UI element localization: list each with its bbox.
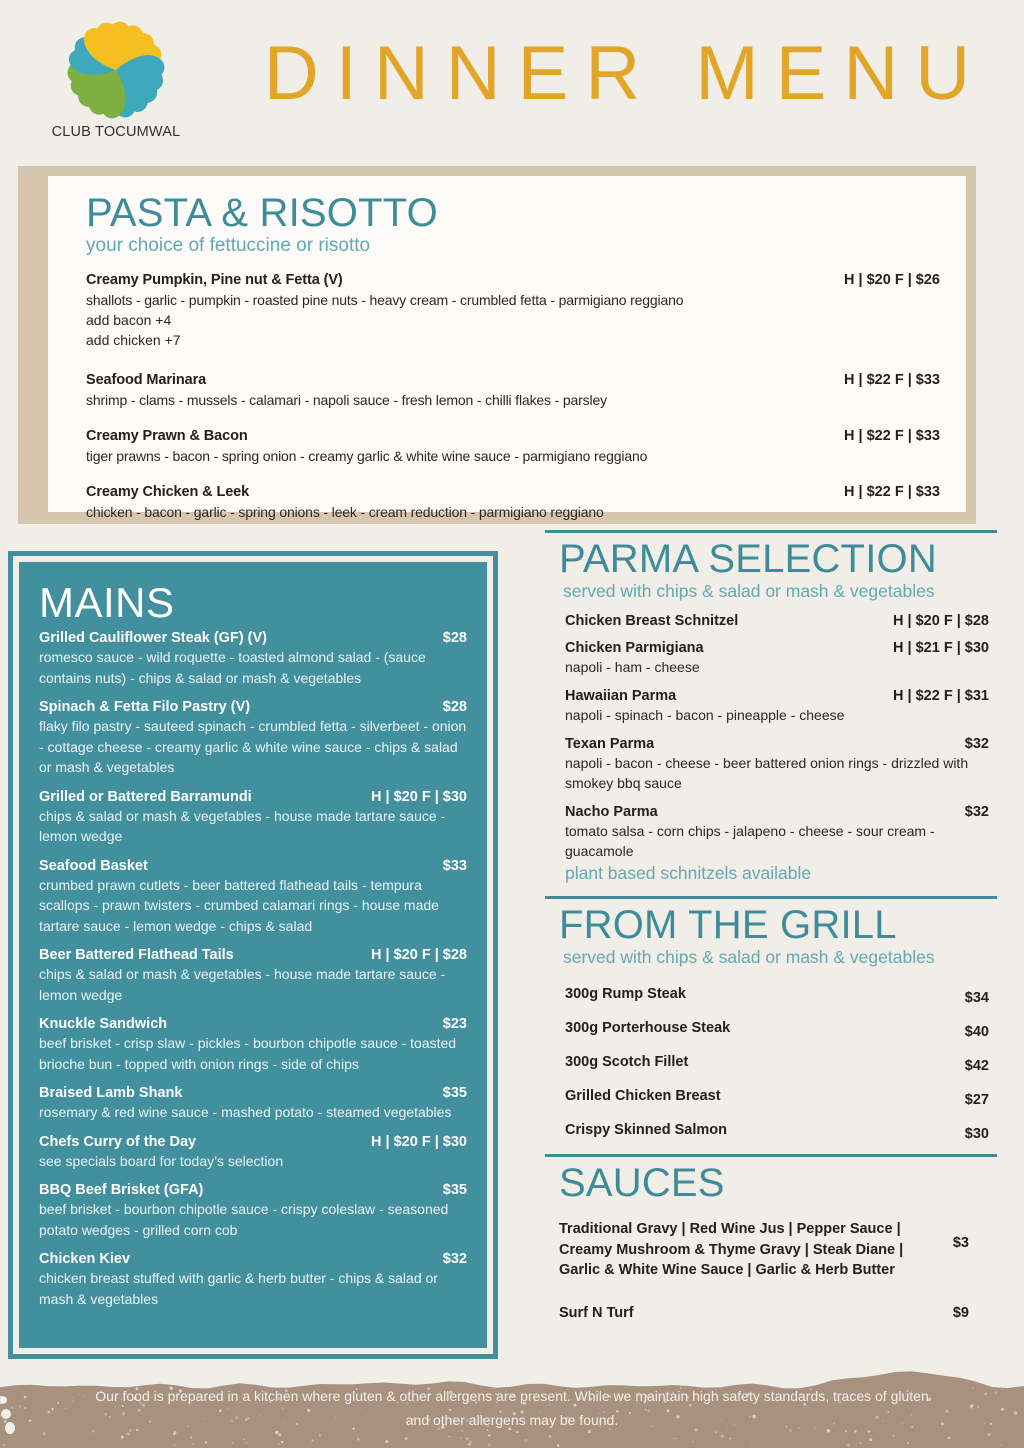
menu-item [559,613,989,629]
grill-subheading: served with chips & salad or mash & vegetables [563,947,935,967]
menu-item [559,688,989,725]
item-name: Hawaiian Parma [565,688,677,704]
item-price: $35 [442,1085,467,1101]
item-addon-chicken: add chicken +7 [86,332,181,348]
item-description: see specials board for today’s selection [39,1152,284,1169]
menu-item [39,1182,467,1240]
sauce-names [559,1219,903,1281]
item-description: napoli - ham - cheese [565,659,700,675]
parma-subheading: served with chips & salad or mash & vegetables [563,581,935,601]
item-name: Crispy Skinned Salmon [565,1122,727,1138]
sauce-price: $3 [952,1235,969,1251]
item-description: chips & salad or mash & vegetables - house made tartare sauce - lemon wedge [39,966,446,1003]
item-name: Spinach & Fetta Filo Pastry (V) [39,699,251,715]
item-name: Braised Lamb Shank [39,1085,183,1101]
item-price: H | $22 F | $33 [844,484,940,500]
item-price: $30 [964,1126,989,1142]
menu-item [559,736,989,793]
divider-parma [545,530,997,533]
item-price: H | $22 F | $33 [844,428,940,444]
item-name: Creamy Pumpkin, Pine nut & Fetta (V) [86,272,343,288]
divider-grill [545,896,997,899]
pasta-heading: PASTA & RISOTTO [86,191,438,235]
item-description: napoli - bacon - cheese - beer battered onion rings - drizzled with smokey bbq sauce [565,755,969,791]
item-name: 300g Porterhouse Steak [565,1020,731,1036]
item-price: $33 [442,857,467,874]
item-name: Grilled Cauliflower Steak (GF) (V) [39,630,268,646]
item-name: Grilled or Battered Barramundi [39,788,252,805]
menu-item [559,1088,989,1108]
parma-section [545,535,997,884]
item-name: Chicken Breast Schnitzel [565,613,739,629]
item-price: $35 [442,1182,467,1198]
menu-item [39,1251,467,1309]
menu-item [559,1020,989,1040]
item-price: $23 [442,1016,467,1032]
item-price: $34 [964,990,989,1006]
pasta-subheading: your choice of fettuccine or risotto [86,235,371,256]
item-name: Creamy Prawn & Bacon [86,428,248,444]
menu-item [86,272,940,350]
pinwheel-logo-icon [64,18,168,122]
item-name: Creamy Chicken & Leek [86,484,250,500]
item-description: tomato salsa - corn chips - jalapeno - cheese - sour cream - guacamole [565,823,935,859]
grill-section [545,901,997,1142]
parma-heading: PARMA SELECTION [559,537,937,581]
menu-item [559,1122,989,1142]
parma-note: plant based schnitzels available [565,863,812,883]
menu-item [39,1085,467,1123]
grill-heading: FROM THE GRILL [559,903,897,947]
item-price: $42 [964,1058,989,1074]
menu-item [39,1016,467,1074]
parma-item-list [559,613,989,861]
menu-item [39,789,467,847]
mains-heading: MAINS [39,579,175,626]
item-name: BBQ Beef Brisket (GFA) [39,1182,204,1198]
surf-n-turf-name: Surf N Turf [559,1304,634,1321]
footer-line-2: and other allergens may be found. [405,1412,619,1428]
sauces-section [545,1159,997,1323]
menu-item [559,640,989,677]
item-description: tiger prawns - bacon - spring onion - creamy garlic & white wine sauce - parmigiano reggiano [86,448,648,464]
grill-item-list [559,986,989,1142]
menu-item [86,428,940,466]
item-price: H | $22 F | $31 [893,688,989,704]
menu-item [39,699,467,778]
menu-item [39,858,467,937]
logo-wordmark: CLUB TOCUMWAL [51,124,181,140]
item-name: Nacho Parma [565,804,658,820]
sauces-heading: SAUCES [559,1161,725,1205]
item-name: Seafood Basket [39,857,148,874]
mains-item-list [39,630,467,1309]
item-description: shallots - garlic - pumpkin - roasted pine nuts - heavy cream - crumbled fetta - parmigiano reggiano [86,292,684,308]
surf-n-turf-price: $9 [952,1304,969,1321]
menu-item [39,1134,467,1172]
item-price: $32 [964,804,989,820]
item-description: beef brisket - bourbon chipotle sauce - crispy coleslaw - seasoned potato wedges - grilled corn cob [39,1201,449,1238]
item-name: Chefs Curry of the Day [39,1133,197,1150]
item-price: $32 [442,1251,467,1267]
item-name: Chicken Parmigiana [565,640,704,656]
footer-disclaimer [0,1366,1024,1448]
item-name: Seafood Marinara [86,372,207,388]
right-column [545,530,997,1323]
item-description: rosemary & red wine sauce - mashed potato - steamed vegetables [39,1104,452,1120]
item-price: $28 [442,630,467,646]
divider-sauces [545,1154,997,1157]
sauce-line-3: Garlic & White Wine Sauce | Garlic & Herb Butter [559,1262,895,1278]
footer-text [0,1384,1024,1432]
sauce-line-2: Creamy Mushroom & Thyme Gravy | Steak Diane | [559,1241,904,1258]
item-name: Grilled Chicken Breast [565,1088,721,1104]
surf-n-turf-row [559,1303,989,1324]
item-description: beef brisket - crisp slaw - pickles - bourbon chipotle sauce - toasted brioche bun - topped with onion rings - side of chips [39,1035,457,1072]
item-price: H | $20 F | $26 [844,272,940,288]
item-name: Texan Parma [565,736,655,752]
item-name: Chicken Kiev [39,1251,131,1267]
club-logo [40,18,192,150]
mains-section [8,551,498,1359]
item-price: $28 [442,699,467,715]
item-name: 300g Rump Steak [565,986,686,1002]
item-price: H | $22 F | $33 [844,372,940,388]
item-price: H | $20 F | $28 [893,613,989,629]
item-price: $40 [964,1024,989,1040]
item-price: $27 [964,1092,989,1108]
item-description: napoli - spinach - bacon - pineapple - cheese [565,707,845,723]
footer-line-1: Our food is prepared in a kitchen where gluten & other allergens are present. While we maintain high safety standards, traces of gluten [95,1388,929,1404]
pasta-risotto-section [18,166,976,524]
sauce-list-row [559,1219,989,1281]
item-price: H | $20 F | $28 [371,947,467,963]
menu-item [559,804,989,861]
menu-item [86,484,940,522]
menu-item [559,986,989,1006]
item-description: chicken breast stuffed with garlic & herb butter - chips & salad or mash & vegetables [39,1270,438,1307]
item-description: romesco sauce - wild roquette - toasted almond salad - (sauce contains nuts) - chips & salad or mash & vegetables [39,649,426,686]
menu-item [559,1054,989,1074]
item-price: H | $20 F | $30 [371,788,467,805]
item-description: shrimp - clams - mussels - calamari - napoli sauce - fresh lemon - chilli flakes - parsley [86,392,607,408]
menu-item [86,372,940,410]
sauce-line-1: Traditional Gravy | Red Wine Jus | Pepper Sauce | [559,1221,901,1237]
item-description: crumbed prawn cutlets - beer battered flathead tails - tempura scallops - prawn twisters - crumbed calamari rings - house made tartare sauce - lemon wedge - chips & salad [39,876,439,934]
item-price: H | $21 F | $30 [893,640,989,656]
item-description: chips & salad or mash & vegetables - house made tartare sauce - lemon wedge [39,807,446,844]
item-name: Knuckle Sandwich [39,1016,168,1032]
item-description: chicken - bacon - garlic - spring onions - leek - cream reduction - parmigiano reggiano [86,504,604,520]
page-header [0,0,1024,160]
item-price: H | $20 F | $30 [371,1133,467,1150]
item-name: 300g Scotch Fillet [565,1054,689,1070]
page-title: DINNER MENU [263,31,988,116]
item-price: $32 [964,736,989,752]
item-description: flaky filo pastry - sauteed spinach - crumbled fetta - silverbeet - onion - cottage cheese - creamy garlic & white wine sauce - chips & salad or mash & vegetables [39,718,467,775]
menu-item [39,630,467,688]
item-addon-bacon: add bacon +4 [86,312,172,328]
item-name: Beer Battered Flathead Tails [39,947,234,963]
menu-item [39,947,467,1005]
